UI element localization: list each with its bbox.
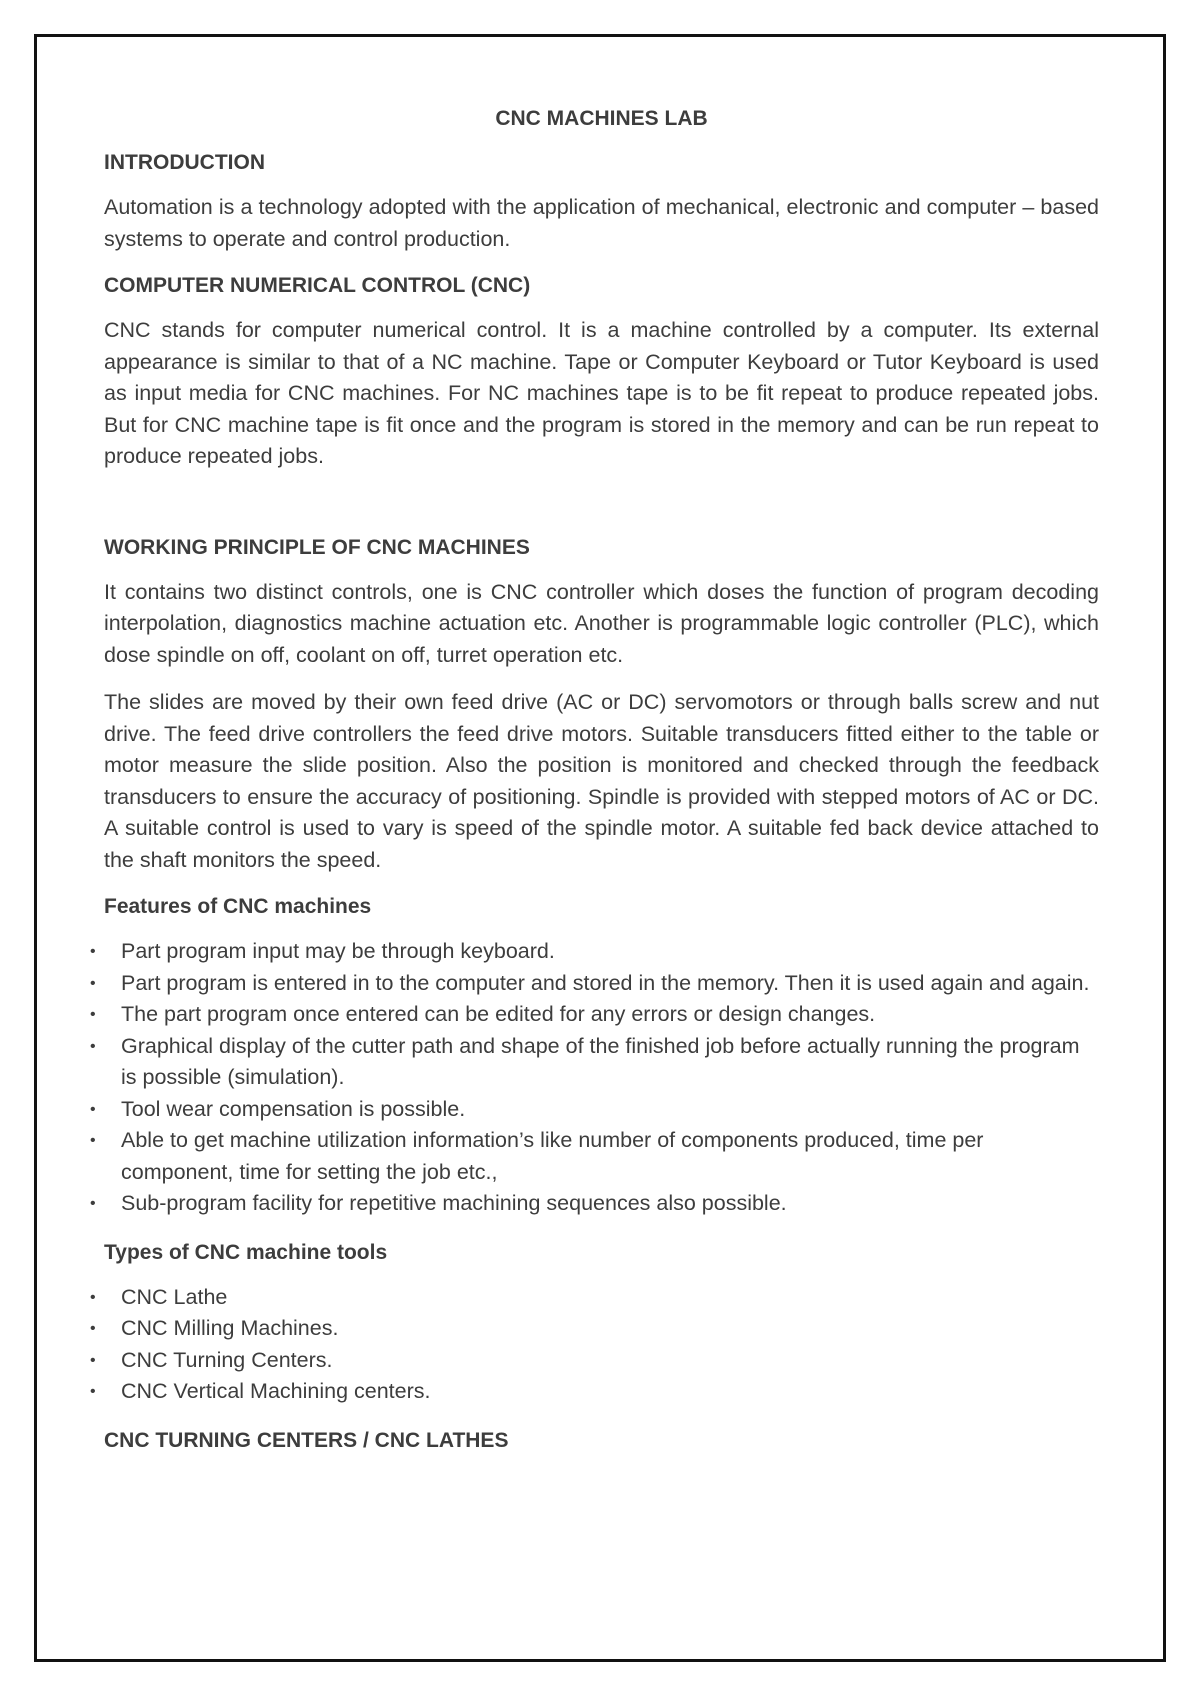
list-item: • Sub-program facility for repetitive machining sequences also possible. xyxy=(90,1188,1099,1220)
features-list xyxy=(90,936,1099,1220)
list-item: • CNC Lathe xyxy=(90,1282,1099,1314)
document-body xyxy=(104,104,1099,1470)
list-item: • Tool wear compensation is possible. xyxy=(90,1094,1099,1126)
heading-working-principle: WORKING PRINCIPLE OF CNC MACHINES xyxy=(104,535,530,559)
heading-features: Features of CNC machines xyxy=(104,895,372,918)
list-item: • Part program input may be through keyboard. xyxy=(90,936,1099,968)
list-item: • CNC Vertical Machining centers. xyxy=(90,1376,1099,1408)
list-item: • CNC Milling Machines. xyxy=(90,1313,1099,1345)
section-spacer xyxy=(104,489,1099,533)
types-list xyxy=(90,1282,1099,1408)
heading-turning-centers: CNC TURNING CENTERS / CNC LATHES xyxy=(104,1428,509,1452)
document-title: CNC MACHINES LAB xyxy=(495,107,708,130)
heading-types: Types of CNC machine tools xyxy=(104,1240,388,1264)
paragraph-working-principle-1: It contains two distinct controls, one is CNC controller which doses the function of program decoding interpolation, diagnostics machine actuation etc. Another is programmable logic controller (PLC), which dose spindle on off, coolant on off, turret operation etc. xyxy=(104,579,1099,667)
list-item: • The part program once entered can be edited for any errors or design changes. xyxy=(90,999,1099,1031)
list-item: • CNC Turning Centers. xyxy=(90,1345,1099,1377)
list-item: • Graphical display of the cutter path and shape of the finished job before actually running the program is possible (simulation). xyxy=(90,1031,1099,1094)
heading-cnc: COMPUTER NUMERICAL CONTROL (CNC) xyxy=(104,274,531,297)
list-item: • Part program is entered in to the computer and stored in the memory. Then it is used again and again. xyxy=(90,968,1099,1000)
paragraph-introduction: Automation is a technology adopted with the application of mechanical, electronic and computer – based systems to operate and control production. xyxy=(104,195,1099,251)
paragraph-cnc: CNC stands for computer numerical control. It is a machine controlled by a computer. Its external appearance is similar to that of a NC machine. Tape or Computer Keyboard or Tutor Keyboard is used as input media for CNC machines. For NC machines tape is to be fit repeat to produce repeated jobs. But for CNC machine tape is fit once and the program is stored in the memory and can be run repeat to produce repeated jobs. xyxy=(104,318,1099,468)
list-item: • Able to get machine utilization information’s like number of components produced, time per component, time for setting the job etc., xyxy=(90,1125,1099,1188)
paragraph-working-principle-2: The slides are moved by their own feed drive (AC or DC) servomotors or through balls screw and nut drive. The feed drive controllers the feed drive motors. Suitable transducers fitted either to the table or motor measure the slide position. Also the position is monitored and checked through the feedback transducers to ensure the accuracy of positioning. Spindle is provided with stepped motors of AC or DC. A suitable control is used to vary is speed of the spindle motor. A suitable fed back device attached to the shaft monitors the speed. xyxy=(104,690,1099,872)
heading-introduction: INTRODUCTION xyxy=(104,151,265,174)
